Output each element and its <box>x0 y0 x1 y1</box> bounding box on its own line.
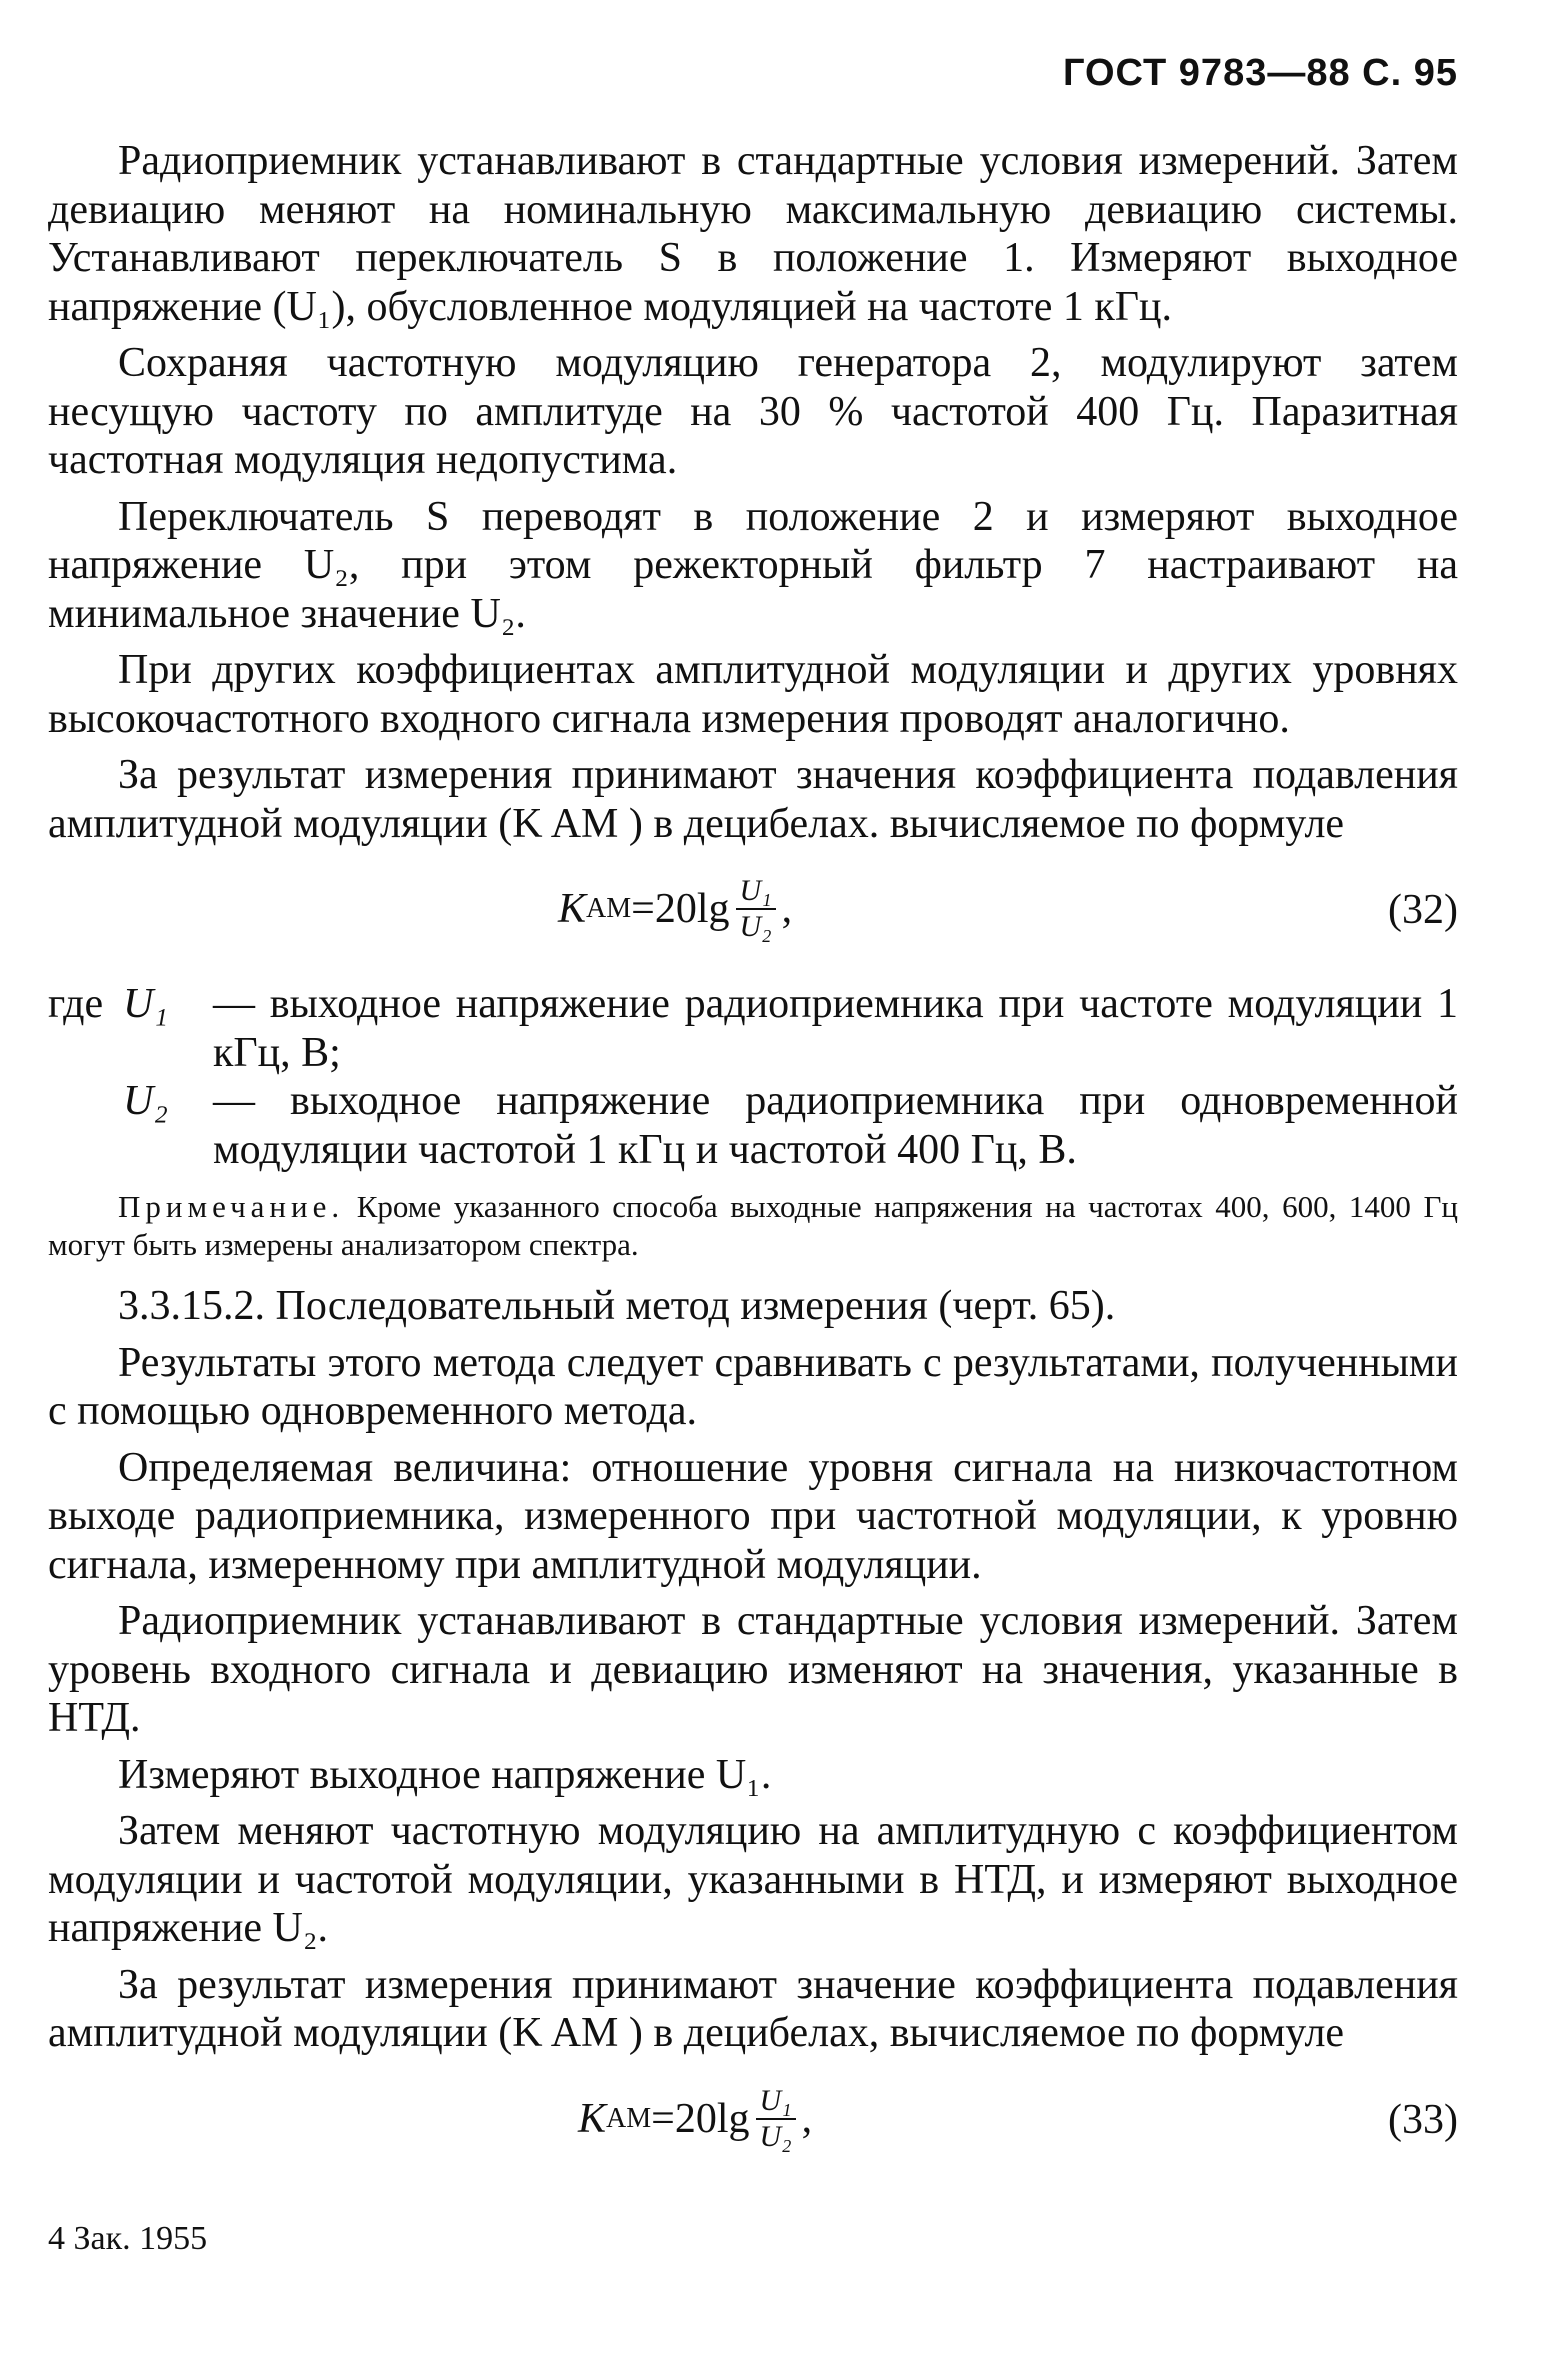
formula-expression <box>578 2084 812 2154</box>
paragraph: Радиоприемник устанавливают в стандартные условия измерений. Затем девиацию меняют на номинальную максимальную девиацию системы. Устанавливают переключатель S в положение 1. Измеряют выходное напряжение (U₁), обусловленное модуляцией на частоте 1 кГц. <box>48 138 1458 330</box>
paragraph: Результаты этого метода следует сравнивать с результатами, полученными с помощью одновременного метода. <box>48 1339 1458 1434</box>
paragraph: Радиоприемник устанавливают в стандартные условия измерений. Затем уровень входного сигнала и девиацию изменяют на значения, указанные в НТД. <box>48 1598 1458 1741</box>
formula-33 <box>48 2078 1458 2170</box>
note-label: Примечание. <box>118 1189 345 1224</box>
page-footer: 4 Зак. 1955 <box>48 2220 208 2257</box>
formula-lhs: K <box>558 886 587 932</box>
paragraph: Сохраняя частотную модуляцию генератора 2, модулируют затем несущую частоту по амплитуде на 30 % частотой 400 Гц. Паразитная частотная модуляция недопустима. <box>48 340 1458 483</box>
definition-row <box>48 1077 1458 1174</box>
section-heading: 3.3.15.2. Последовательный метод измерения (черт. 65). <box>118 1283 1116 1329</box>
formula-tail: , <box>781 886 793 932</box>
paragraph: Измеряют выходное напряжение U₁. <box>118 1751 772 1798</box>
formula-lhs: K <box>578 2095 607 2142</box>
note <box>48 1188 1458 1264</box>
fraction-numerator: U₁ <box>756 2084 796 2120</box>
fraction-denominator: U₂ <box>759 2119 792 2153</box>
definition-spacer <box>48 1077 123 1174</box>
formula-number: (32) <box>1388 887 1458 933</box>
paragraph: Переключатель S переводят в положение 2 и измеряют выходное напряжение U₂, при этом режекторный фильтр 7 настраивают на минимальное значение U₂. <box>48 493 1458 637</box>
formula-32 <box>48 868 1458 960</box>
formula-coefficient: =20lg <box>651 2095 750 2142</box>
formula-expression <box>558 874 792 944</box>
definition-symbol: U₂ <box>123 1078 168 1124</box>
formula-lhs-subscript: AM <box>586 893 632 924</box>
formula-fraction <box>756 2084 796 2154</box>
definition-row <box>48 980 1458 1077</box>
page-header: ГОСТ 9783—88 С. 95 <box>1062 52 1458 94</box>
note-text: Кроме указанного способа выходные напряжения на частотах 400, 600, 1400 Гц могут быть измерены анализатором спектра. <box>48 1189 1458 1262</box>
formula-number: (33) <box>1388 2096 1458 2143</box>
document-page <box>48 52 1458 2190</box>
fraction-denominator: U₂ <box>739 910 772 943</box>
formula-fraction <box>736 874 776 944</box>
formula-tail: , <box>801 2095 813 2142</box>
paragraph: За результат измерения принимают значения коэффициента подавления амплитудной модуляции (K AM ) в децибелах. вычисляемое по формуле <box>48 752 1458 847</box>
paragraph: Определяемая величина: отношение уровня сигнала на низкочастотном выходе радиоприемника, измеренного при частотной модуляции, к уровню сигнала, измеренному при амплитудной модуляции. <box>48 1444 1458 1588</box>
paragraph: Затем меняют частотную модуляцию на амплитудную с коэффициентом модуляции и частотой модуляции, указанными в НТД, и измеряют выходное напряжение U₂. <box>48 1808 1458 1951</box>
where-label: где <box>48 981 104 1027</box>
definition-text: — выходное напряжение радиоприемника при одновременной модуляции частотой 1 кГц и частотой 400 Гц, В. <box>213 1078 1458 1173</box>
formula-coefficient: =20lg <box>631 886 730 932</box>
paragraph: При других коэффициентах амплитудной модуляции и других уровнях высокочастотного входного сигнала измерения проводят аналогично. <box>48 647 1458 742</box>
definition-symbol: U₁ <box>123 981 168 1027</box>
paragraph: За результат измерения принимают значение коэффициента подавления амплитудной модуляции (K AM ) в децибелах, вычисляемое по формуле <box>48 1961 1458 2056</box>
formula-lhs-subscript: AM <box>606 2102 652 2134</box>
formula-definitions <box>48 980 1458 1174</box>
fraction-numerator: U₁ <box>736 874 776 910</box>
definition-text: — выходное напряжение радиоприемника при частоте модуляции 1 кГц, В; <box>213 981 1458 1076</box>
